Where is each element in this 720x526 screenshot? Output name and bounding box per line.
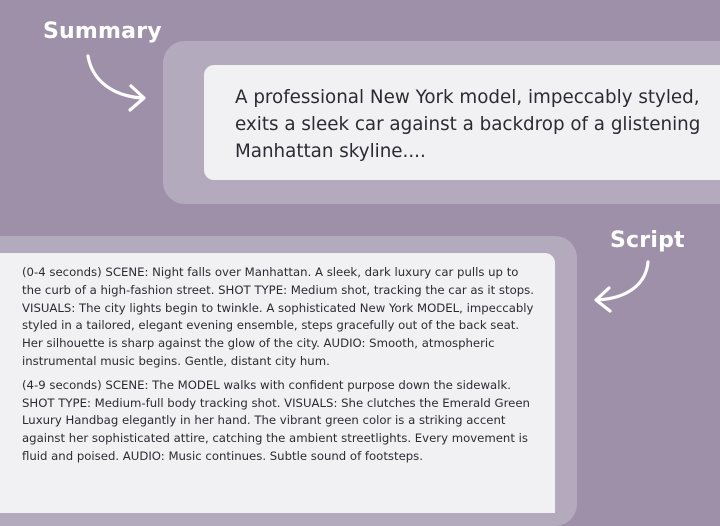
summary-card	[204, 65, 720, 180]
summary-text: A professional New York model, impeccably styled, exits a sleek car against a backdrop of a glistening Manhattan skyline....	[235, 87, 701, 162]
script-paragraph-1: (0-4 seconds) SCENE: Night falls over Manhattan. A sleek, dark luxury car pulls up to the curb of a high-fashion street. SHOT TYPE: Medium shot, tracking the car as it stops. VISUALS: The city lights begin to twinkle. A sophisticated New York MODEL, impeccably styled in a tailored, elegant evening ensemble, steps gracefully out of the back seat. Her silhouette is sharp against the glow of the city. AUDIO: Smooth, atmospheric instrumental music begins. Gentle, distant city hum.	[22, 265, 534, 368]
script-paragraph-2: (4-9 seconds) SCENE: The MODEL walks with confident purpose down the sidewalk. SHOT TYPE: Medium-full body tracking shot. VISUALS: She clutches the Emerald Green Luxury Handbag elegantly in her hand. The vibrant green color is a striking accent against her sophisticated attire, catching the ambient streetlights. Every movement is fluid and poised. AUDIO: Music continues. Subtle sound of footsteps.	[22, 377, 530, 463]
summary-label: Summary	[43, 19, 162, 44]
script-card	[0, 253, 555, 513]
curved-arrow-right-icon	[80, 52, 160, 122]
curved-arrow-left-icon	[588, 258, 658, 318]
script-label: Script	[610, 228, 685, 253]
